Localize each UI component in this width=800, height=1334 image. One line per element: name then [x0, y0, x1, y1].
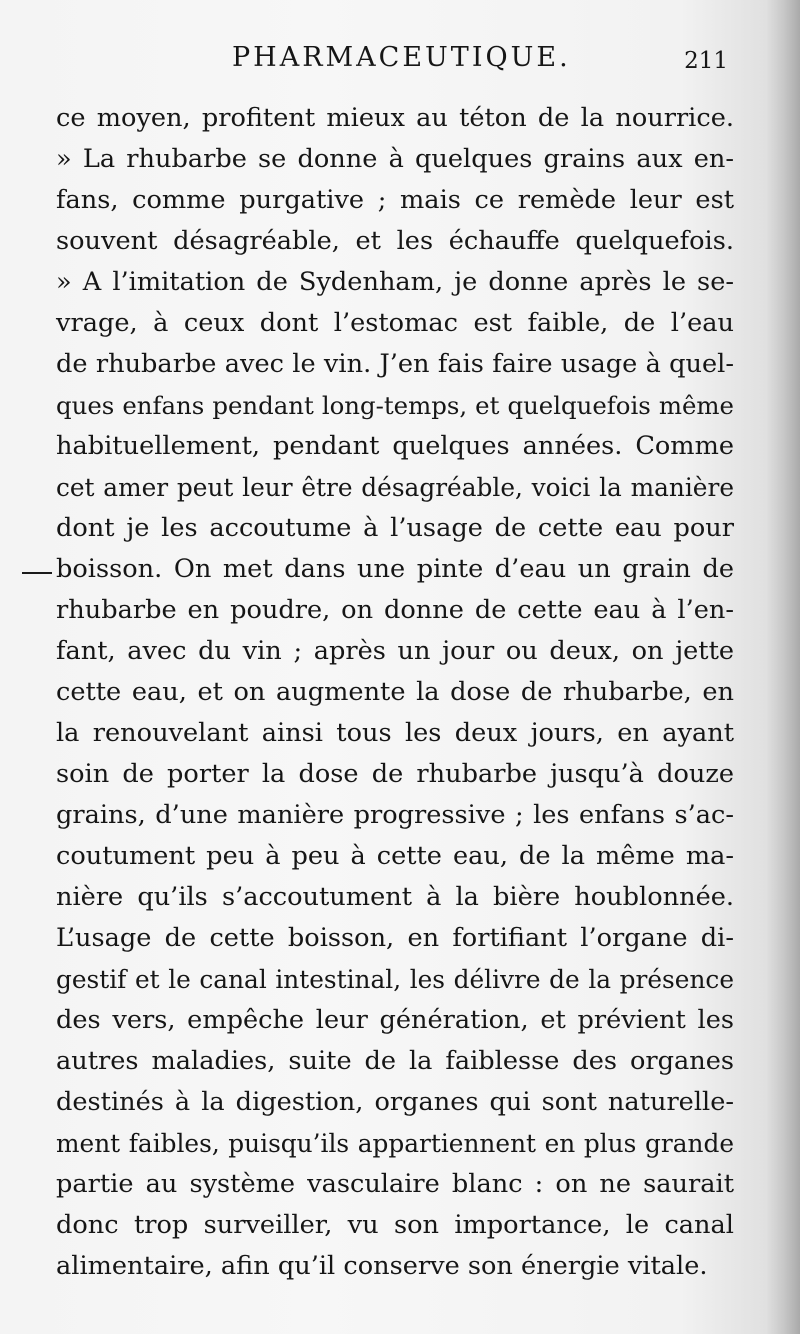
text-line: L’usage de cette boisson, en fortifiant l’organe di-	[56, 923, 734, 953]
body-text	[56, 98, 734, 1287]
text-line: cette eau, et on augmente la dose de rhubarbe, en	[56, 677, 734, 707]
text-line: donc trop surveiller, vu son importance, le canal	[56, 1210, 734, 1240]
text-line: fans, comme purgative ; mais ce remède leur est	[56, 185, 734, 215]
text-line: ment faibles, puisqu’ils appartiennent en plus grande	[56, 1129, 734, 1158]
text-line: rhubarbe en poudre, on donne de cette eau à l’en-	[56, 595, 734, 625]
text-line: habituellement, pendant quelques années. Comme	[56, 431, 734, 461]
text-line: partie au système vasculaire blanc : on ne saurait	[56, 1169, 734, 1199]
text-line: autres maladies, suite de la faiblesse des organes	[56, 1046, 734, 1076]
text-line: vrage, à ceux dont l’estomac est faible, de l’eau	[56, 308, 734, 338]
text-line: ques enfans pendant long-temps, et quelquefois même	[56, 391, 734, 420]
page-number: 211	[684, 48, 728, 74]
text-line: fant, avec du vin ; après un jour ou deux, on jette	[56, 636, 734, 666]
text-line: soin de porter la dose de rhubarbe jusqu’à douze	[56, 759, 734, 789]
text-line: dont je les accoutume à l’usage de cette eau pour	[56, 513, 734, 543]
page-header	[0, 42, 800, 82]
text-line: grains, d’une manière progressive ; les enfans s’ac-	[56, 800, 734, 830]
text-line: » A l’imitation de Sydenham, je donne après le se-	[56, 267, 734, 297]
text-line: nière qu’ils s’accoutument à la bière houblonnée.	[56, 882, 734, 912]
text-line: ce moyen, profitent mieux au téton de la nourrice.	[56, 103, 734, 133]
running-head: PHARMACEUTIQUE.	[232, 42, 571, 73]
text-line: gestif et le canal intestinal, les délivre de la présence	[56, 965, 734, 994]
text-line: de rhubarbe avec le vin. J’en fais faire usage à quel-	[56, 349, 734, 379]
margin-mark	[22, 572, 52, 574]
text-line: des vers, empêche leur génération, et prévient les	[56, 1005, 734, 1035]
text-line: destinés à la digestion, organes qui sont naturelle-	[56, 1087, 734, 1117]
text-line: cet amer peut leur être désagréable, voici la manière	[56, 473, 734, 502]
text-line: la renouvelant ainsi tous les deux jours, en ayant	[56, 718, 734, 748]
page-edge-shadow	[766, 0, 800, 1334]
text-line: boisson. On met dans une pinte d’eau un grain de	[56, 554, 734, 584]
text-line: coutument peu à peu à cette eau, de la même ma-	[56, 841, 734, 871]
text-line: » La rhubarbe se donne à quelques grains aux en-	[56, 144, 734, 174]
text-line: souvent désagréable, et les échauffe quelquefois.	[56, 226, 734, 256]
text-line: alimentaire, afin qu’il conserve son énergie vitale.	[56, 1251, 708, 1281]
